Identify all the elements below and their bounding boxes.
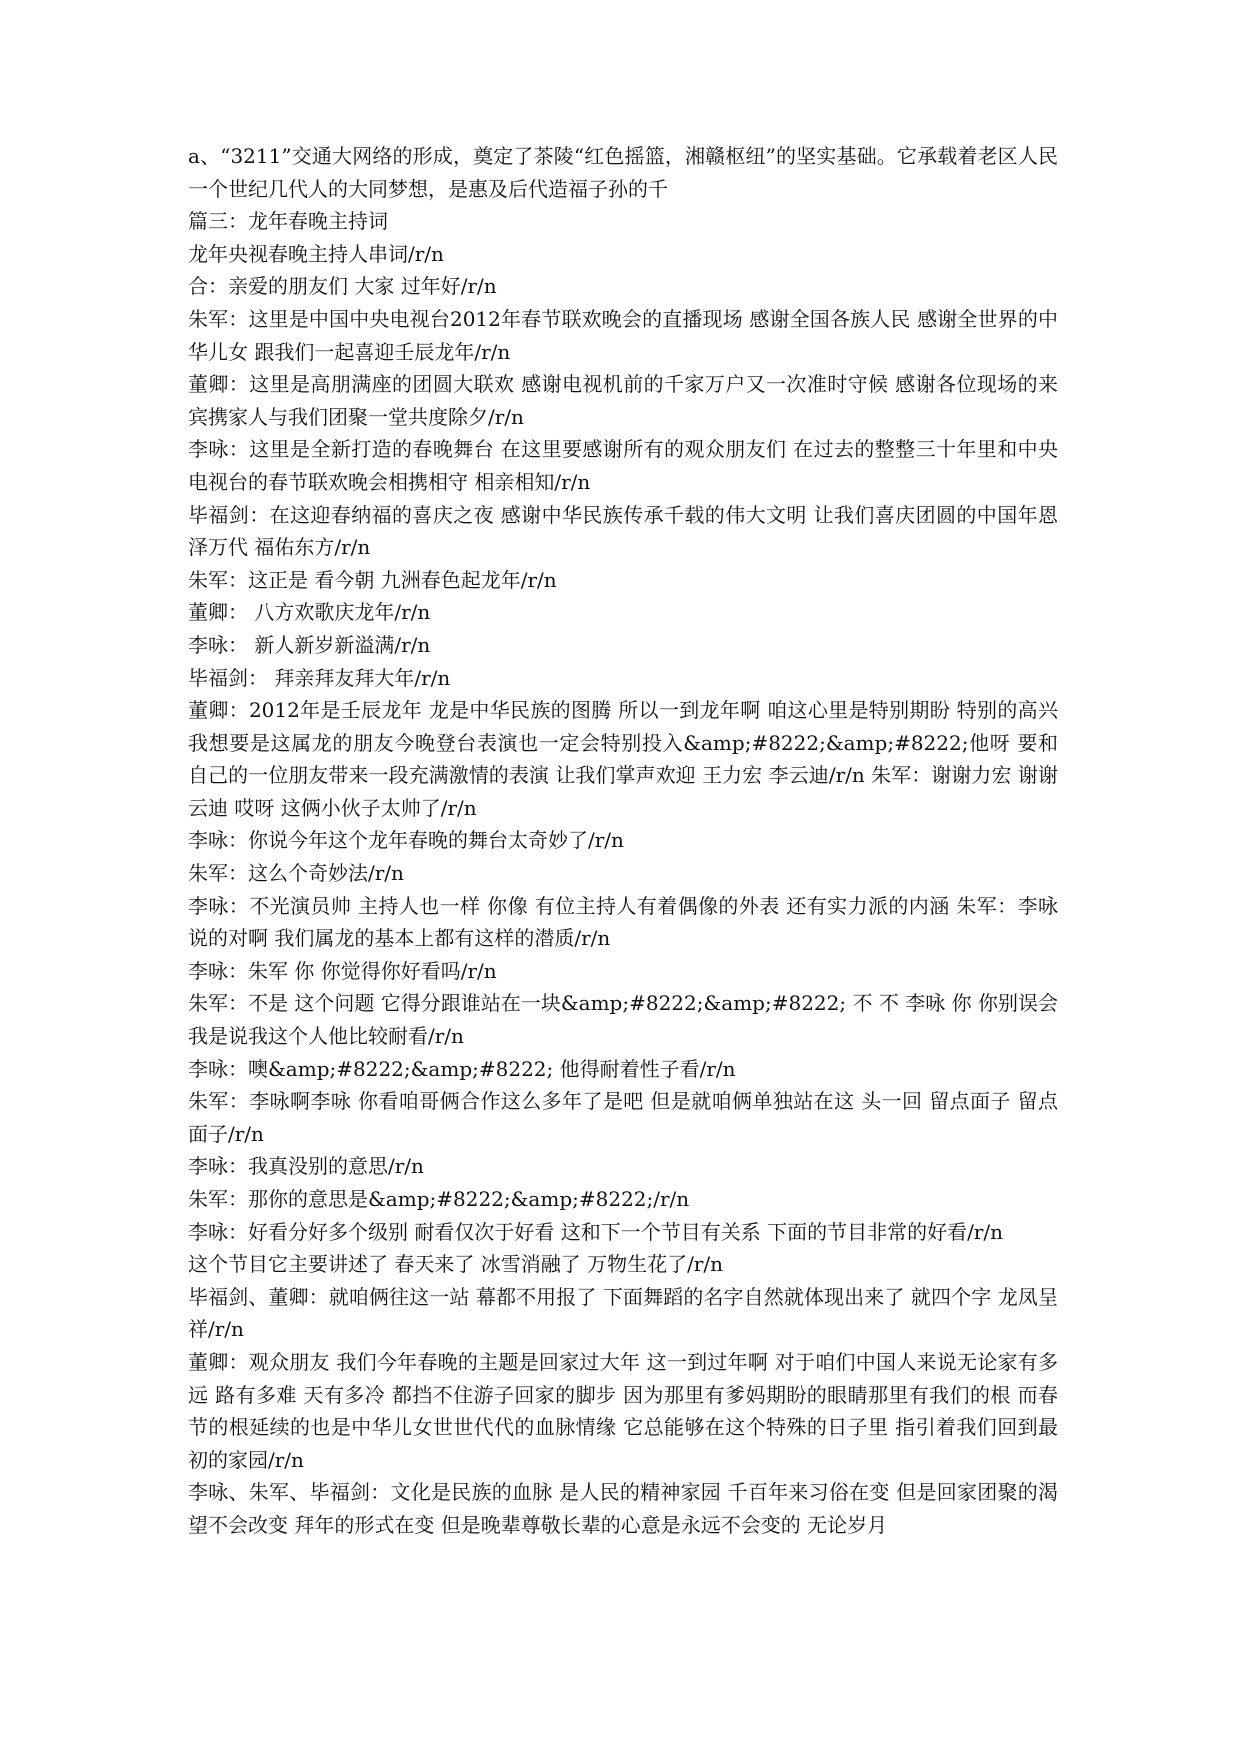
paragraph-line: 朱军：这里是中国中央电视台2012年春节联欢晚会的直播现场 感谢全国各族人民 感谢全世界的中华儿女 跟我们一起喜迎壬辰龙年/r/n — [188, 306, 1058, 364]
paragraph-line: 李咏：我真没别的意思/r/n — [188, 1154, 424, 1179]
paragraph-line: 李咏：不光演员帅 主持人也一样 你像 有位主持人有着偶像的外表 还有实力派的内涵 朱军：李咏说的对啊 我们属龙的基本上都有这样的潜质/r/n — [188, 893, 1058, 951]
paragraph-line: 董卿：这里是高朋满座的团圆大联欢 感谢电视机前的千家万户又一次准时守候 感谢各位现场的来宾携家人与我们团聚一堂共度除夕/r/n — [188, 372, 1058, 429]
paragraph-line: 朱军：不是 这个问题 它得分跟谁站在一块&amp;#8222;&amp;#8222; 不 不 李咏 你 你别误会 我是说我这个人他比较耐看/r/n — [188, 991, 1058, 1049]
paragraph-line: 合：亲爱的朋友们 大家 过年好/r/n — [188, 274, 497, 299]
paragraph-line: 董卿：2012年是壬辰龙年 龙是中华民族的图腾 所以一到龙年啊 咱这心里是特别期盼 特别的高兴 我想要是这属龙的朋友今晚登台表演也一定会特别投入&amp;#8222;&amp;#8222;他呀 要和自己的一位朋友带来一段充满激情的表演 让我们掌声欢迎 王力宏 李云迪/r/n 朱军：谢谢力宏 谢谢云迪 哎呀 这俩小伙子太帅了/r/n — [188, 698, 1058, 820]
paragraph-line: 董卿：观众朋友 我们今年春晚的主题是回家过大年 这一到过年啊 对于咱们中国人来说无论家有多远 路有多难 天有多冷 都挡不住游子回家的脚步 因为那里有爹妈期盼的眼睛那里有我们的根 而春节的根延续的也是中华儿女世世代代的血脉情缘 它总能够在这个特殊的日子里 指引着我们回到最初的家园/r/n — [188, 1349, 1058, 1472]
paragraph-line: 毕福剑、董卿：就咱俩往这一站 幕都不用报了 下面舞蹈的名字自然就体现出来了 就四个字 龙凤呈祥/r/n — [188, 1284, 1058, 1342]
document-page — [188, 140, 1058, 1542]
paragraph-line: 毕福剑： 拜亲拜友拜大年/r/n — [188, 665, 451, 690]
paragraph-line: 李咏：你说今年这个龙年春晚的舞台太奇妙了/r/n — [188, 828, 624, 853]
paragraph-line: 董卿： 八方欢歌庆龙年/r/n — [188, 600, 431, 625]
paragraph-line: 李咏：好看分好多个级别 耐看仅次于好看 这和下一个节目有关系 下面的节目非常的好看/r/n — [188, 1219, 1003, 1244]
paragraph-line: 这个节目它主要讲述了 春天来了 冰雪消融了 万物生花了/r/n — [188, 1252, 723, 1277]
paragraph-line: 朱军：李咏啊李咏 你看咱哥俩合作这么多年了是吧 但是就咱俩单独站在这 头一回 留点面子 留点面子/r/n — [188, 1089, 1058, 1146]
paragraph-line: 李咏：噢&amp;#8222;&amp;#8222; 他得耐着性子看/r/n — [188, 1056, 736, 1081]
paragraph-line: 朱军：这么个奇妙法/r/n — [188, 861, 404, 886]
paragraph-intro: a、“3211”交通大网络的形成，奠定了茶陵“红色摇篮，湘赣枢纽”的坚实基础。它承载着老区人民一个世纪几代人的大同梦想，是惠及后代造福子孙的千 — [188, 144, 1058, 201]
paragraph-line: 李咏、朱军、毕福剑：文化是民族的血脉 是人民的精神家园 千百年来习俗在变 但是回家团聚的渴望不会改变 拜年的形式在变 但是晚辈尊敬长辈的心意是永远不会变的 无论岁月 — [188, 1480, 1058, 1537]
paragraph-line: 毕福剑：在这迎春纳福的喜庆之夜 感谢中华民族传承千载的伟大文明 让我们喜庆团圆的中国年恩泽万代 福佑东方/r/n — [188, 502, 1058, 560]
paragraph-title: 龙年央视春晚主持人串词/r/n — [188, 241, 444, 266]
section-heading: 篇三：龙年春晚主持词 — [188, 209, 388, 234]
paragraph-line: 朱军：那你的意思是&amp;#8222;&amp;#8222;/r/n — [188, 1187, 690, 1211]
paragraph-line: 李咏： 新人新岁新溢满/r/n — [188, 632, 431, 657]
paragraph-line: 朱军：这正是 看今朝 九洲春色起龙年/r/n — [188, 567, 557, 592]
paragraph-line: 李咏：这里是全新打造的春晚舞台 在这里要感谢所有的观众朋友们 在过去的整整三十年里和中央电视台的春节联欢晚会相携相守 相亲相知/r/n — [188, 437, 1058, 494]
paragraph-line: 李咏：朱军 你 你觉得你好看吗/r/n — [188, 958, 497, 983]
